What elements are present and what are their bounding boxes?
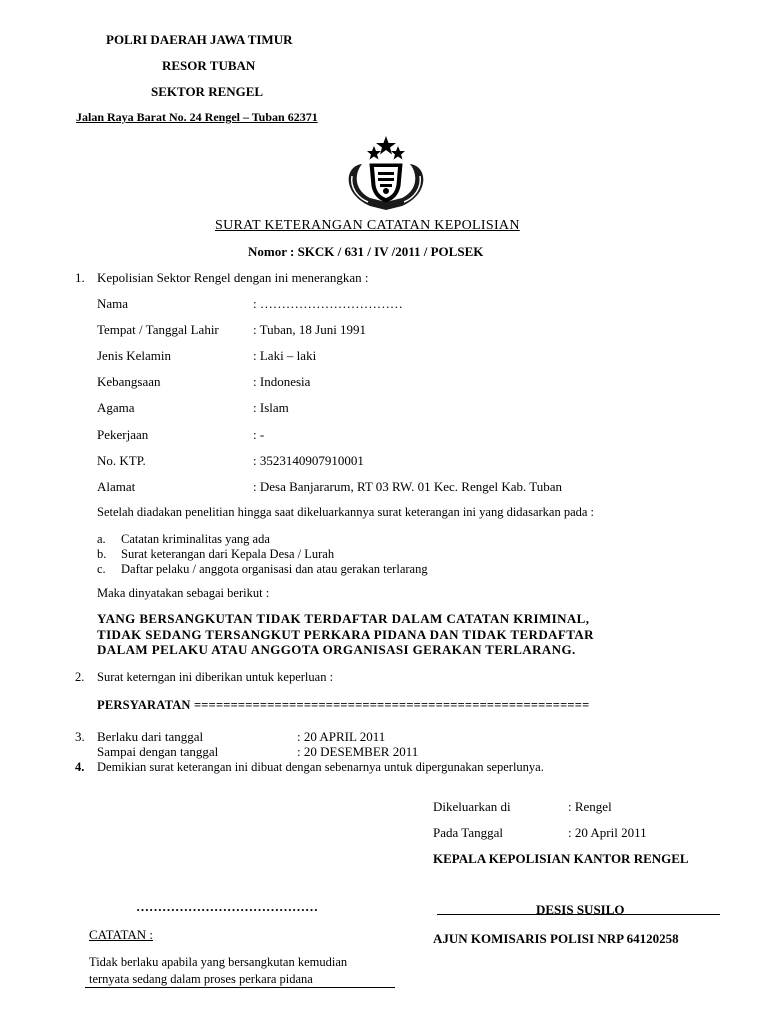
field-row [0, 296, 768, 314]
field-row [0, 427, 768, 445]
field-label-occupation: Pekerjaan [97, 427, 149, 442]
catatan-line2: ternyata sedang dalam proses perkara pidana [89, 972, 313, 986]
field-row [0, 322, 768, 340]
field-value-nama: : …………………………… [253, 296, 403, 311]
item1-number: 1. [75, 270, 85, 285]
issued-date-row [0, 825, 768, 843]
item3-number: 3. [75, 729, 85, 744]
list-letter: a. [97, 532, 106, 546]
field-label-ktp: No. KTP. [97, 453, 146, 468]
chief-title: KEPALA KEPOLISIAN KANTOR RENGEL [433, 851, 689, 866]
item2-row [0, 670, 768, 688]
valid-from-label: Berlaku dari tanggal [97, 729, 204, 744]
field-row [0, 374, 768, 392]
list-item [0, 532, 768, 548]
catatan-underline [85, 987, 395, 988]
list-text: Surat keterangan dari Kepala Desa / Lurah [121, 547, 335, 561]
field-label-religion: Agama [97, 400, 135, 415]
header-line2: RESOR TUBAN [162, 58, 256, 73]
header-address: Jalan Raya Barat No. 24 Rengel – Tuban 62371 [76, 110, 318, 124]
signer-rank: AJUN KOMISARIS POLISI NRP 64120258 [433, 931, 679, 946]
field-label-gender: Jenis Kelamin [97, 348, 172, 363]
issued-place-row [0, 799, 768, 817]
statement-line2: TIDAK SEDANG TERSANGKUT PERKARA PIDANA DAN TIDAK TERDAFTAR [97, 627, 594, 642]
issued-date-value: : 20 April 2011 [568, 825, 647, 840]
signer-name: DESIS SUSILO [536, 902, 625, 917]
list-letter: c. [97, 562, 106, 576]
field-value-religion: : Islam [253, 400, 289, 415]
document-title: SURAT KETERANGAN CATATAN KEPOLISIAN [215, 218, 520, 233]
item2-number: 2. [75, 670, 85, 684]
field-row [0, 479, 768, 497]
header-line1: POLRI DAERAH JAWA TIMUR [106, 32, 293, 47]
field-value-birth: : Tuban, 18 Juni 1991 [253, 322, 367, 337]
item3-row [0, 729, 768, 745]
issued-date-label: Pada Tanggal [433, 825, 503, 840]
list-text: Catatan kriminalitas yang ada [121, 532, 270, 546]
statement-line3: DALAM PELAKU ATAU ANGGOTA ORGANISASI GERAKAN TERLARANG. [97, 642, 576, 657]
field-row [0, 453, 768, 471]
issued-place-value: : Rengel [568, 799, 612, 814]
field-label-address: Alamat [97, 479, 136, 494]
left-signature-dots: …………………………………… [136, 899, 318, 914]
list-item [0, 562, 768, 578]
field-label-nama: Nama [97, 296, 129, 311]
item4-number: 4. [75, 760, 85, 774]
field-value-occupation: : - [253, 427, 265, 442]
statement-line1: YANG BERSANGKUTAN TIDAK TERDAFTAR DALAM CATATAN KRIMINAL, [97, 611, 590, 626]
field-value-gender: : Laki – laki [253, 348, 317, 363]
catatan-heading: CATATAN : [89, 927, 154, 942]
valid-to-value: : 20 DESEMBER 2011 [297, 744, 419, 759]
document-number: Nomor : SKCK / 631 / IV /2011 / POLSEK [248, 244, 484, 259]
catatan-line1: Tidak berlaku apabila yang bersangkutan kemudian [89, 955, 348, 969]
list-item [0, 547, 768, 563]
declared-text: Maka dinyatakan sebagai berikut : [97, 586, 270, 600]
item3-row2 [0, 744, 768, 760]
issued-place-label: Dikeluarkan di [433, 799, 511, 814]
item1-intro: Kepolisian Sektor Rengel dengan ini menerangkan : [97, 270, 369, 285]
police-emblem-icon [340, 136, 432, 212]
list-text: Daftar pelaku / anggota organisasi dan atau gerakan terlarang [121, 562, 428, 576]
item1-row [0, 270, 768, 288]
item4-text: Demikian surat keterangan ini dibuat dengan sebenarnya untuk dipergunakan seperlunya. [97, 760, 544, 774]
field-label-nationality: Kebangsaan [97, 374, 161, 389]
field-row [0, 348, 768, 366]
signer-line [437, 914, 720, 915]
item2-text: Surat keterngan ini diberikan untuk keperluan : [97, 670, 334, 684]
valid-to-label: Sampai dengan tanggal [97, 744, 219, 759]
valid-from-value: : 20 APRIL 2011 [297, 729, 386, 744]
field-row [0, 400, 768, 418]
list-letter: b. [97, 547, 107, 561]
field-value-address: : Desa Banjararum, RT 03 RW. 01 Kec. Rengel Kab. Tuban [253, 479, 563, 494]
item4-row [0, 760, 768, 776]
field-value-ktp: : 3523140907910001 [253, 453, 364, 468]
header-line3: SEKTOR RENGEL [151, 84, 264, 99]
research-text: Setelah diadakan penelitian hingga saat dikeluarkannya surat keterangan ini yang didasarkan pada : [97, 505, 595, 519]
purpose-text: PERSYARATAN ====================================================== [97, 698, 590, 712]
field-value-nationality: : Indonesia [253, 374, 311, 389]
field-label-birth: Tempat / Tanggal Lahir [97, 322, 219, 337]
